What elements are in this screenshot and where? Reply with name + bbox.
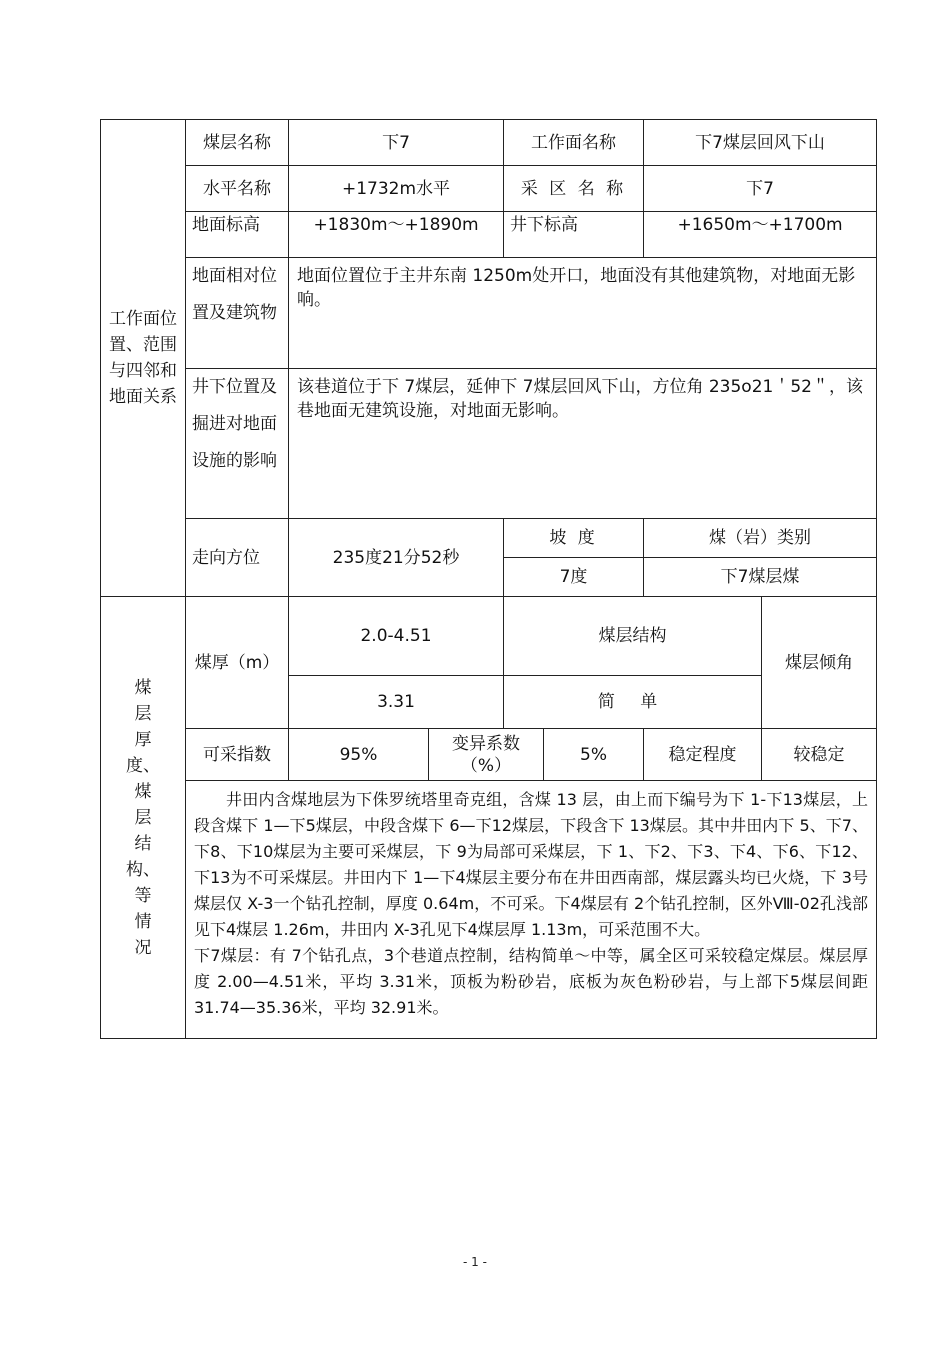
table-row	[101, 519, 877, 558]
underground-position-label: 井下位置及掘进对地面设施的影响	[186, 369, 289, 519]
dip-label: 煤层倾角	[762, 597, 877, 729]
thickness-label: 煤厚（m）	[186, 597, 289, 729]
table-row	[101, 729, 877, 781]
section2-label-char: 度、	[126, 755, 160, 776]
coal-seam-description	[186, 781, 877, 1039]
table-row	[101, 369, 877, 519]
section2-label-char: 厚	[134, 729, 152, 750]
section2-label-char: 等	[134, 885, 152, 906]
level-value: +1732m水平	[289, 166, 504, 212]
district-value: 下7	[644, 166, 877, 212]
underground-elevation-value: +1650m～+1700m	[644, 212, 877, 258]
section2-label-char: 情	[134, 911, 152, 932]
table-row	[101, 781, 877, 1039]
table-row	[101, 597, 877, 676]
section2-label-char: 构、	[126, 859, 160, 880]
structure-value: 简 单	[504, 676, 762, 729]
workface-value: 下7煤层回风下山	[644, 120, 877, 166]
table-row	[101, 212, 877, 258]
strike-value: 235度21分52秒	[289, 519, 504, 597]
surface-position-label: 地面相对位置及建筑物	[186, 258, 289, 369]
variation-label: 变异系数（%）	[429, 729, 544, 781]
workface-info-table	[100, 119, 877, 1039]
district-label: 采 区 名 称	[504, 166, 644, 212]
section2-label-char: 煤	[134, 677, 152, 698]
coal-type-label: 煤（岩）类别	[644, 519, 877, 558]
workface-label: 工作面名称	[504, 120, 644, 166]
section2-label-char: 况	[134, 937, 152, 958]
coal-type-value: 下7煤层煤	[644, 558, 877, 597]
mineable-value: 95%	[289, 729, 429, 781]
section2-label-text	[107, 675, 179, 961]
section2-label	[101, 597, 186, 1039]
section2-label-char: 层	[134, 807, 152, 828]
ground-elevation-value: +1830m～+1890m	[289, 212, 504, 258]
section2-label-char: 层	[134, 703, 152, 724]
table-row	[101, 258, 877, 369]
table-row	[101, 166, 877, 212]
structure-label: 煤层结构	[504, 597, 762, 676]
page-number: - 1 -	[463, 1255, 487, 1269]
underground-elevation-label: 井下标高	[504, 212, 644, 258]
description-paragraph-2: 下7煤层：有 7个钻孔点，3个巷道点控制，结构简单～中等，属全区可采较稳定煤层。煤层厚度 2.00—4.51米，平均 3.31米，顶板为粉砂岩，底板为灰色粉砂岩，与上部下5煤层间距 31.74—35.36米，平均 32.91米。	[194, 946, 869, 1017]
thickness-range: 2.0-4.51	[289, 597, 504, 676]
stability-value: 较稳定	[762, 729, 877, 781]
slope-label: 坡 度	[504, 519, 644, 558]
strike-label: 走向方位	[186, 519, 289, 597]
thickness-avg: 3.31	[289, 676, 504, 729]
description-paragraph-1: 井田内含煤地层为下侏罗统塔里奇克组，含煤 13 层，由上而下编号为下 1-下13煤层，上段含煤下 1—下5煤层，中段含煤下 6—下12煤层，下段含下 13煤层。其中井田内下 5、下7、下8、下10煤层为主要可采煤层，下 9为局部可采煤层，下 1、下2、下3、下4、下6、下12、下13为不可采煤层。井田内下 1—下4煤层主要分布在井田西南部，煤层露头均已火烧，下 3号煤层仅 X-3一个钻孔控制，厚度 0.64m，不可采。下4煤层有 2个钻孔控制，区外Ⅷ-02孔浅部见下4煤层 1.26m，井田内 X-3孔见下4煤层厚 1.13m，可采范围不大。	[194, 790, 869, 939]
coal-seam-value: 下7	[289, 120, 504, 166]
stability-label: 稳定程度	[644, 729, 762, 781]
section2-label-char: 煤	[134, 781, 152, 802]
underground-position-text: 该巷道位于下 7煤层，延伸下 7煤层回风下山，方位角 235o21＇52＂，该巷地面无建筑设施，对地面无影响。	[289, 369, 877, 519]
level-label: 水平名称	[186, 166, 289, 212]
mineable-label: 可采指数	[186, 729, 289, 781]
coal-seam-label: 煤层名称	[186, 120, 289, 166]
ground-elevation-label: 地面标高	[186, 212, 289, 258]
section2-label-char: 结	[134, 833, 152, 854]
table-row	[101, 120, 877, 166]
section1-label: 工作面位置、范围与四邻和地面关系	[101, 120, 186, 597]
variation-value: 5%	[544, 729, 644, 781]
surface-position-text: 地面位置位于主井东南 1250m处开口，地面没有其他建筑物，对地面无影响。	[289, 258, 877, 369]
slope-value: 7度	[504, 558, 644, 597]
